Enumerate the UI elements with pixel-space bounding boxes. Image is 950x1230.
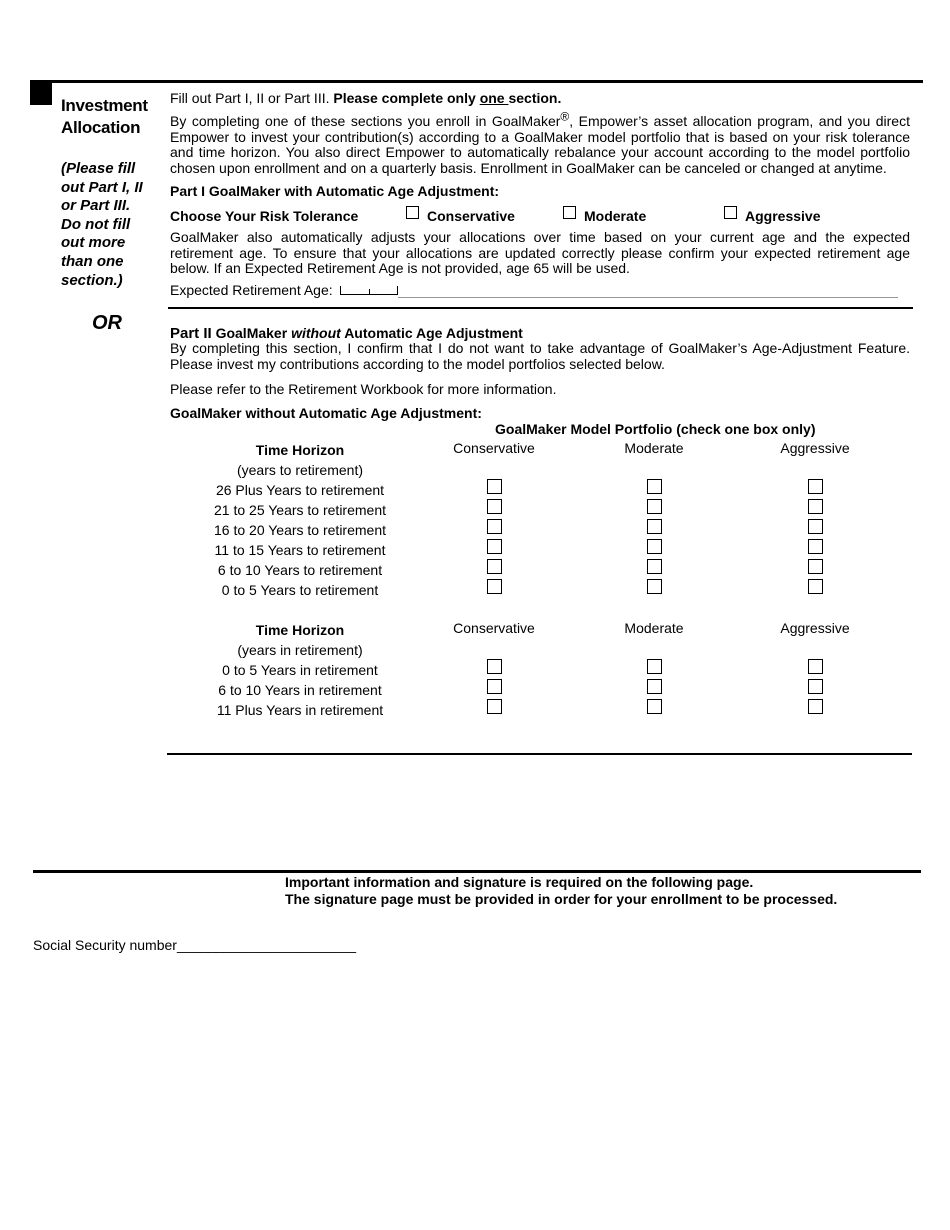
part2-bottom-rule [167, 753, 912, 755]
section-divider [168, 307, 913, 309]
portfolio-checkbox-conservative[interactable] [487, 499, 502, 514]
sidebar-note-line: out Part I, II [61, 178, 143, 196]
portfolio-checkbox-aggressive[interactable] [808, 559, 823, 574]
time-horizon-header: Time Horizon [255, 622, 345, 638]
aggressive-checkbox[interactable] [724, 206, 737, 219]
sidebar-note-line: (Please fill [61, 160, 136, 177]
table-row: 0 to 5 Years in retirement [222, 662, 378, 678]
aggressive-label: Aggressive [745, 208, 821, 224]
col-aggressive: Aggressive [780, 440, 850, 456]
portfolio-checkbox-conservative[interactable] [487, 659, 502, 674]
portfolio-heading: GoalMaker Model Portfolio (check one box only) [495, 421, 816, 437]
conservative-label: Conservative [427, 208, 515, 224]
col-moderate: Moderate [624, 440, 684, 456]
time-horizon-sub: (years to retirement) [236, 462, 364, 478]
retirement-age-input[interactable] [340, 286, 398, 296]
notice-line: The signature page must be provided in order for your enrollment to be processed. [285, 891, 838, 907]
table-row: 11 to 15 Years to retirement [214, 542, 386, 558]
portfolio-checkbox-conservative[interactable] [487, 699, 502, 714]
portfolio-checkbox-moderate[interactable] [647, 539, 662, 554]
col-aggressive: Aggressive [780, 620, 850, 636]
sidebar-note-line: section.) [61, 271, 123, 289]
retirement-age-underline [398, 297, 898, 298]
moderate-label: Moderate [584, 208, 647, 224]
part1-heading: Part I GoalMaker with Automatic Age Adjustment: [170, 183, 500, 199]
ssn-blank[interactable]: _______________________ [176, 937, 357, 953]
portfolio-checkbox-moderate[interactable] [647, 579, 662, 594]
portfolio-checkbox-moderate[interactable] [647, 519, 662, 534]
part2-subheading: GoalMaker without Automatic Age Adjustment: [170, 405, 482, 421]
sidebar-note-line: out more [61, 234, 126, 252]
part1-paragraph: GoalMaker also automatically adjusts your allocations over time based on your current age and the expected retirement age. To ensure that your allocations are updated correctly please confirm your expected retirement age below. If an Expected Retirement Age is not provided, age 65 will be used. [170, 229, 910, 276]
portfolio-checkbox-moderate[interactable] [647, 699, 662, 714]
top-rule [30, 80, 923, 83]
portfolio-checkbox-aggressive[interactable] [808, 699, 823, 714]
col-conservative: Conservative [453, 620, 535, 636]
sidebar-note-line: than one [61, 252, 124, 270]
notice-line: Important information and signature is required on the following page. [285, 874, 754, 890]
table-row: 11 Plus Years in retirement [216, 702, 384, 718]
portfolio-checkbox-aggressive[interactable] [808, 659, 823, 674]
portfolio-checkbox-conservative[interactable] [487, 559, 502, 574]
portfolio-checkbox-moderate[interactable] [647, 559, 662, 574]
moderate-checkbox[interactable] [563, 206, 576, 219]
col-moderate: Moderate [624, 620, 684, 636]
time-horizon-table-1 [190, 440, 410, 600]
time-horizon-table-2 [190, 620, 410, 720]
portfolio-checkbox-aggressive[interactable] [808, 579, 823, 594]
time-horizon-header: Time Horizon [255, 442, 345, 458]
col-conservative: Conservative [453, 440, 535, 456]
intro-line: Fill out Part I, II or Part III. Please complete only one section. [170, 90, 562, 106]
part2-heading: Part II GoalMaker without Automatic Age Adjustment [170, 325, 523, 342]
table-row: 26 Plus Years to retirement [215, 482, 385, 498]
table-row: 0 to 5 Years to retirement [221, 582, 379, 598]
intro-paragraph: By completing one of these sections you enroll in GoalMaker®, Empower’s asset allocation program, and you direct Empower to invest your contribution(s) according to a GoalMaker model portfolio that is based on your risk tolerance and time horizon. You also direct Empower to automatically rebalance your account according to the model portfolio chosen upon enrollment and on a quarterly basis. Enrollment in GoalMaker can be canceled or changed at anytime. [170, 109, 910, 176]
portfolio-checkbox-conservative[interactable] [487, 519, 502, 534]
portfolio-checkbox-aggressive[interactable] [808, 499, 823, 514]
ssn-field[interactable] [33, 937, 356, 953]
sidebar-title: Investment Allocation [61, 96, 148, 137]
portfolio-checkbox-moderate[interactable] [647, 679, 662, 694]
footer-rule [33, 870, 921, 873]
portfolio-checkbox-conservative[interactable] [487, 479, 502, 494]
portfolio-checkbox-moderate[interactable] [647, 659, 662, 674]
portfolio-checkbox-conservative[interactable] [487, 679, 502, 694]
time-horizon-sub: (years in retirement) [237, 642, 363, 658]
portfolio-checkbox-aggressive[interactable] [808, 519, 823, 534]
part2-paragraph: By completing this section, I confirm that I do not want to take advantage of GoalMaker’s Age-Adjustment Feature. Please invest my contributions according to the model portfolios selected below. [170, 340, 910, 372]
retirement-age-label: Expected Retirement Age: [170, 282, 333, 298]
footer-notice [285, 874, 837, 908]
portfolio-checkbox-aggressive[interactable] [808, 479, 823, 494]
portfolio-checkbox-aggressive[interactable] [808, 539, 823, 554]
portfolio-checkbox-conservative[interactable] [487, 539, 502, 554]
portfolio-checkbox-moderate[interactable] [647, 499, 662, 514]
portfolio-checkbox-conservative[interactable] [487, 579, 502, 594]
or-label: OR [92, 312, 122, 334]
table-row: 6 to 10 Years in retirement [218, 682, 382, 698]
section-marker [30, 83, 52, 105]
portfolio-checkbox-aggressive[interactable] [808, 679, 823, 694]
sidebar-note-line: or Part III. [61, 197, 131, 215]
risk-tolerance-label: Choose Your Risk Tolerance [170, 208, 359, 224]
portfolio-checkbox-moderate[interactable] [647, 479, 662, 494]
ssn-label: Social Security number [33, 937, 177, 953]
sidebar-note-line: Do not fill [61, 215, 131, 233]
table-row: 21 to 25 Years to retirement [214, 502, 386, 518]
part2-refer: Please refer to the Retirement Workbook for more information. [170, 381, 557, 397]
sidebar-note [61, 160, 143, 290]
conservative-checkbox[interactable] [406, 206, 419, 219]
table-row: 6 to 10 Years to retirement [217, 562, 383, 578]
table-row: 16 to 20 Years to retirement [214, 522, 386, 538]
